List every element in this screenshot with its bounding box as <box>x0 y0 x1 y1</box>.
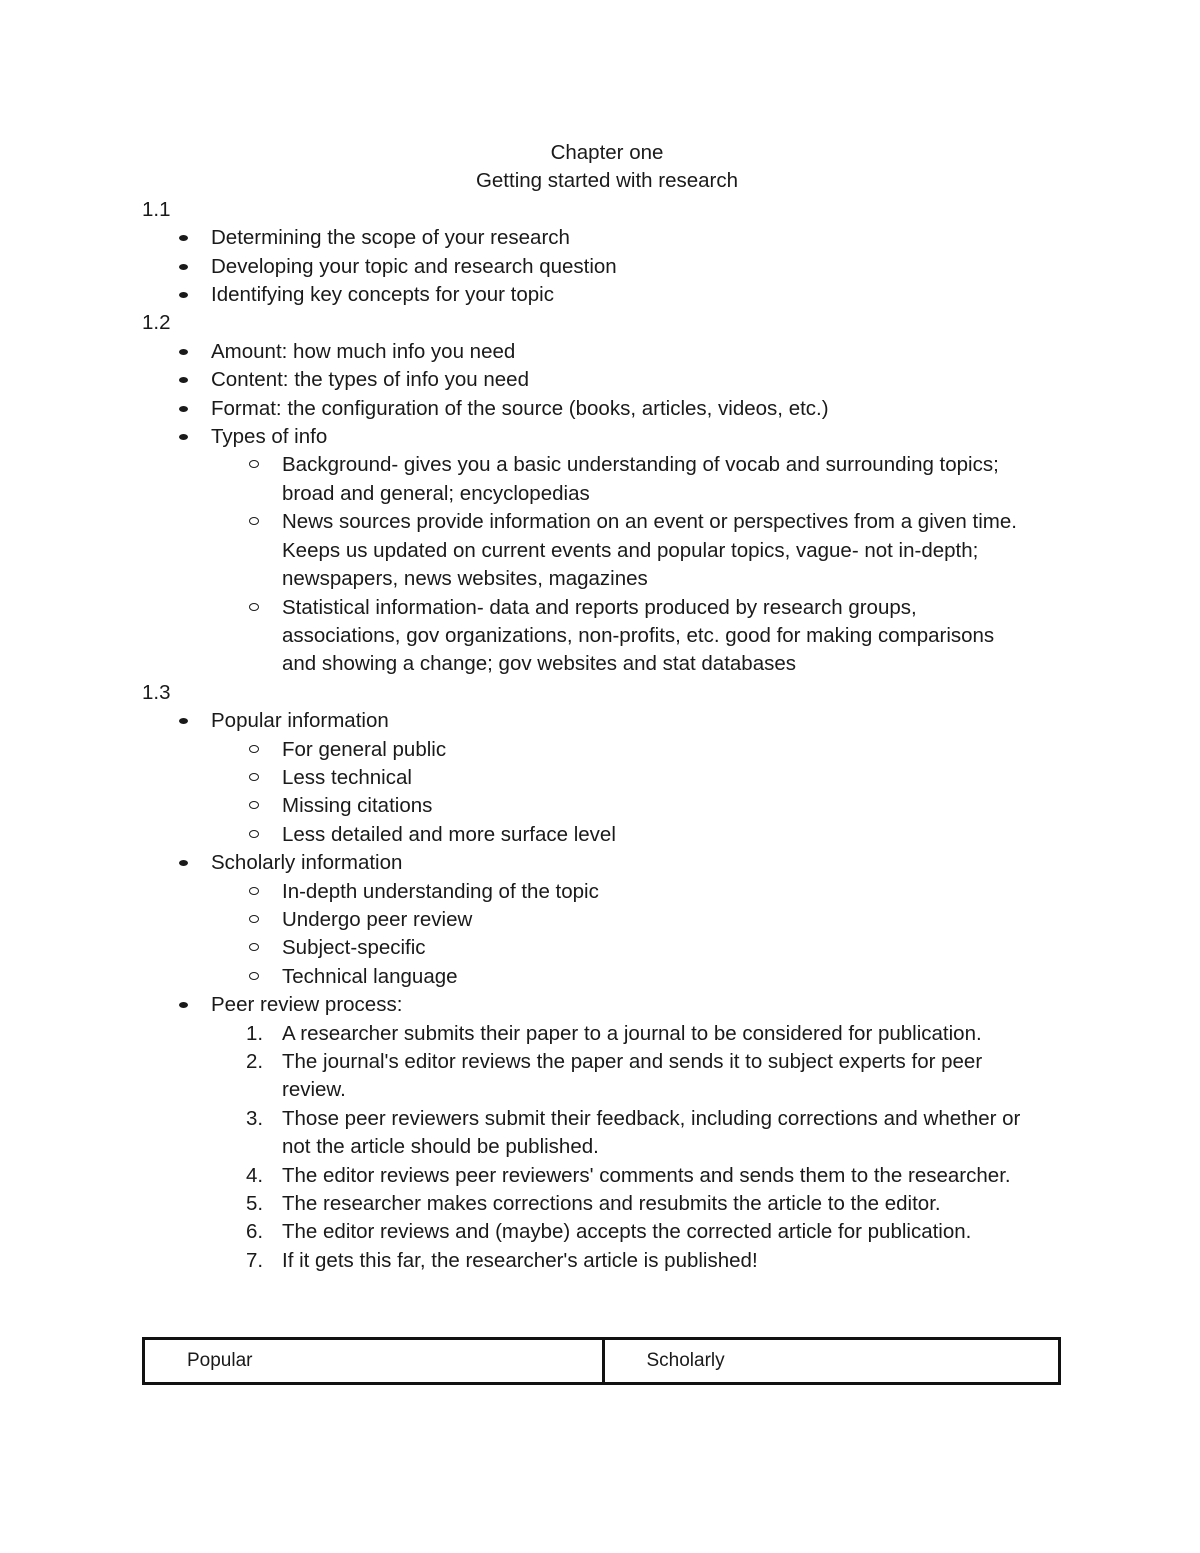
numbered-step: 3. Those peer reviewers submit their feedback, including corrections and whether or not the article should be published. <box>246 1106 1021 1159</box>
numbered-step: 2. The journal's editor reviews the paper and sends it to subject experts for peer review. <box>246 1050 983 1102</box>
list-item: Format: the configuration of the source (books, articles, videos, etc.) <box>142 395 1072 423</box>
bullet-icon <box>179 1002 188 1008</box>
bullet-icon <box>179 434 188 440</box>
sub-list-item: Undergo peer review <box>142 906 1072 934</box>
sub-list-item: Technical language <box>142 963 1072 991</box>
sub-list-item: Missing citations <box>142 792 1072 820</box>
sub-list-item: Subject-specific <box>142 934 1072 962</box>
bullet-icon <box>179 718 188 724</box>
list-item: Scholarly information <box>142 849 1072 877</box>
section-1-3-list <box>142 707 1072 1275</box>
step-number: 4. <box>246 1163 264 1187</box>
chapter-subtitle: Getting started with research <box>475 169 739 193</box>
circle-bullet-icon <box>249 745 259 753</box>
circle-bullet-icon <box>249 972 259 980</box>
sub-list-item: Less detailed and more surface level <box>142 821 1072 849</box>
circle-bullet-icon <box>249 460 259 468</box>
circle-bullet-icon <box>249 943 259 951</box>
circle-bullet-icon <box>249 773 259 781</box>
numbered-step: 1. A researcher submits their paper to a journal to be considered for publication. <box>142 1020 1072 1048</box>
list-item: Peer review process: <box>142 991 1072 1019</box>
sub-list-item: Background- gives you a basic understanding of vocab and surrounding topics; broad and general; encyclopedias <box>142 451 1072 508</box>
step-number: 2. <box>246 1050 264 1073</box>
list-item: Amount: how much info you need <box>142 338 1072 366</box>
sub-list-item: News sources provide information on an event or perspectives from a given time. Keeps us updated on current events and popular topics, vague- not in-depth; newspapers, news websites, magazines <box>142 508 1072 593</box>
bullet-icon <box>179 264 188 270</box>
list-item: Identifying key concepts for your topic <box>142 281 1072 309</box>
bullet-icon <box>179 406 188 412</box>
section-label-1-3: 1.3 <box>142 680 171 704</box>
sub-list-item: Less technical <box>142 764 1072 792</box>
step-number: 1. <box>246 1021 264 1045</box>
list-item: Popular information <box>142 707 1072 735</box>
section-label-1-2: 1.2 <box>142 311 171 335</box>
circle-bullet-icon <box>249 915 259 923</box>
numbered-step: 4. The editor reviews peer reviewers' comments and sends them to the researcher. <box>142 1162 1072 1190</box>
bullet-icon <box>179 235 188 241</box>
bullet-icon <box>179 860 188 866</box>
bullet-icon <box>179 377 188 383</box>
section-1-2-list <box>142 338 1072 679</box>
circle-bullet-icon <box>249 603 259 611</box>
chapter-title: Chapter one <box>550 141 664 164</box>
step-number: 7. <box>246 1248 264 1272</box>
step-number: 6. <box>246 1220 264 1244</box>
sub-list-item: For general public <box>142 736 1072 764</box>
list-item: Types of info <box>142 423 1072 451</box>
circle-bullet-icon <box>249 517 259 525</box>
list-item: Developing your topic and research question <box>142 253 1072 281</box>
bullet-icon <box>179 349 188 355</box>
numbered-step: 5. The researcher makes corrections and resubmits the article to the editor. <box>142 1190 1072 1218</box>
step-number: 3. <box>246 1106 264 1130</box>
document-body <box>142 139 1072 1275</box>
circle-bullet-icon <box>249 801 259 809</box>
circle-bullet-icon <box>249 830 259 838</box>
sub-list-item: In-depth understanding of the topic <box>142 878 1072 906</box>
step-number: 5. <box>246 1192 264 1216</box>
numbered-step: 7. If it gets this far, the researcher's article is published! <box>142 1247 1072 1275</box>
bullet-icon <box>179 292 188 298</box>
comparison-table <box>142 1337 1061 1385</box>
list-item: Determining the scope of your research <box>142 224 1072 252</box>
table-header-scholarly: Scholarly <box>602 1340 1059 1382</box>
circle-bullet-icon <box>249 887 259 895</box>
section-1-1-list <box>142 224 1072 309</box>
section-label-1-1: 1.1 <box>142 197 171 221</box>
numbered-step: 6. The editor reviews and (maybe) accepts the corrected article for publication. <box>142 1218 1072 1246</box>
sub-list-item: Statistical information- data and reports produced by research groups, associations, gov organizations, non-profits, etc. good for making comparisons and showing a change; gov websites and stat databases <box>142 594 1072 679</box>
table-header-popular: Popular <box>187 1350 253 1371</box>
list-item: Content: the types of info you need <box>142 366 1072 394</box>
